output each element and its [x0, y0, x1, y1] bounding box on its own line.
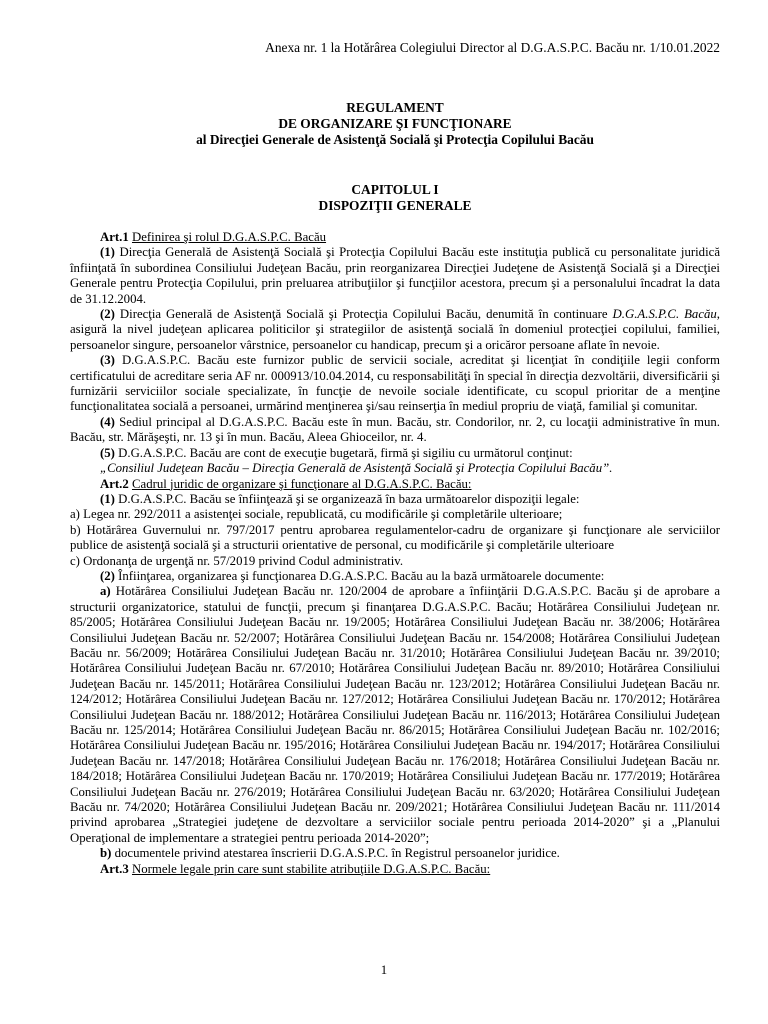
art2-heading — [70, 477, 720, 492]
art3-label: Art.3 — [100, 861, 129, 876]
art2-label: Art.2 — [100, 476, 129, 491]
document-list-b — [70, 846, 720, 861]
page-number: 1 — [380, 963, 388, 977]
paragraph-number: (4) — [100, 414, 115, 429]
legal-item-b: b) Hotărârea Guvernului nr. 797/2017 pentru aprobarea regulamentelor-cadru de organizare şi funcţionare ale serviciilor publice de asistenţă socială şi a structurii orientative de personal, cu modificările şi completările ulterioare — [70, 522, 720, 553]
chapter-heading — [70, 182, 720, 214]
list-text: Hotărârea Consiliului Judeţean Bacău nr. 120/2004 de aprobare a înfiinţării D.G.A.S.P.C. Bacău şi de aprobare a structurii organizatorice, statului de funcţii, precum şi finanţarea D.G.A.S.P.C. Bacău; Hotărârea Consiliului Judeţean nr. 85/2005; Hotărârea Consiliului Judeţean Bacău nr. 19/2005; Hotărârea Consiliului Judeţean Bacău nr. 38/2006; Hotărârea Consiliului Judeţean Bacău nr. 52/2007; Hotărârea Consiliului Judeţean Bacău nr. 154/2008; Hotărârea Consiliului Judeţean Bacău nr. 56/2009; Hotărârea Consiliului Judeţean Bacău nr. 31/2010; Hotărârea Consiliului Judeţean Bacău nr. 39/2010; Hotărârea Consiliului Judeţean Bacău nr. 67/2010; Hotărârea Consiliului Judeţean Bacău nr. 89/2010; Hotărârea Consiliului Judeţean Bacău nr. 145/2011; Hotărârea Consiliului Judeţean Bacău nr. 123/2012; Hotărârea Consiliului Judeţean Bacău nr. 124/2012; Hotărârea Consiliului Judeţean Bacău nr. 127/2012; Hotărârea Consiliului Judeţean Bacău nr. 170/2012; Hotărârea Consiliului Judeţean Bacău nr. 188/2012; Hotărârea Consiliului Judeţean Bacău nr. 116/2013; Hotărârea Consiliului Judeţean Bacău nr. 125/2014; Hotărârea Consiliului Judeţean Bacău nr. 86/2015; Hotărârea Consiliului Judeţean Bacău nr. 102/2016; Hotărârea Consiliului Judeţean Bacău nr. 195/2016; Hotărârea Consiliului Judeţean Bacău nr. 194/2017; Hotărârea Consiliului Judeţean Bacău nr. 147/2018; Hotărârea Consiliului Judeţean Bacău nr. 176/2018; Hotărârea Consiliului Judeţean Bacău nr. 184/2018; Hotărârea Consiliului Judeţean Bacău nr. 170/2019; Hotărârea Consiliului Judeţean Bacău nr. 177/2019; Hotărârea Consiliului Judeţean Bacău nr. 276/2019; Hotărârea Consiliului Judeţean Bacău nr. 63/2020; Hotărârea Consiliului Judeţean Bacău nr. 74/2020; Hotărârea Consiliului Judeţean Bacău nr. 209/2021; Hotărârea Consiliului Judeţean Bacău nr. 111/2014 privind aprobarea „Strategiei judeţene de dezvoltare a serviciilor sociale pentru perioada 2014-2020” şi a „Planului Operaţional de implementare a strategiei pentru perioada 2014-2020”; — [70, 584, 720, 845]
document-page — [70, 40, 720, 877]
document-list-a — [70, 584, 720, 846]
paragraph-text: D.G.A.S.P.C. Bacău are cont de execuţie bugetară, firmă şi sigiliu cu următorul conţinut: — [118, 445, 573, 460]
paragraph-number: (1) — [100, 491, 115, 506]
title-line-1: REGULAMENT — [346, 100, 444, 115]
paragraph-number: (1) — [100, 245, 115, 260]
paragraph-number: (2) — [100, 568, 115, 583]
legal-item-c: c) Ordonanţa de urgenţă nr. 57/2019 privind Codul administrativ. — [70, 553, 404, 568]
list-text: documentele privind atestarea înscrierii D.G.A.S.P.C. în Registrul persoanelor juridice. — [114, 846, 560, 861]
art2-paragraph-1 — [70, 492, 720, 507]
paragraph-text: Direcţia Generală de Asistenţă Socială şi Protecţia Copilului Bacău este instituţia publică cu personalitate juridică înfiinţată în subordinea Consiliului Judeţean Bacău, prin reorganizarea Direcţiei Judeţene de Asistenţă Socială şi a Direcţiei Generale pentru Protecţia Copilului, prin preluarea atribuţiilor şi funcţiilor acestora, precum şi a personalului încadrat la data de 31.12.2004. — [70, 245, 721, 306]
art3-title: Normele legale prin care sunt stabilite atribuţiile D.G.A.S.P.C. Bacău: — [131, 861, 491, 876]
paragraph-text: Direcţia Generală de Asistenţă Socială şi Protecţia Copilului Bacău, denumită în continuare — [119, 307, 608, 322]
paragraph-text: Înfiinţarea, organizarea şi funcţionarea D.G.A.S.P.C. Bacău au la bază următoarele documente: — [118, 568, 605, 583]
paragraph-number: (5) — [100, 445, 115, 460]
annex-reference: Anexa nr. 1 la Hotărârea Colegiului Director al D.G.A.S.P.C. Bacău nr. 1/10.01.2022 — [265, 40, 720, 55]
regulation-title — [70, 100, 720, 148]
paragraph-text: Sediul principal al D.G.A.S.P.C. Bacău este în mun. Bacău, str. Condorilor, nr. 2, cu locaţii administrative în mun. Bacău, str. Mărăşeşti, nr. 13 şi în mun. Bacău, Aleea Ghioceilor, nr. 4. — [70, 414, 720, 445]
legal-item-a: a) Legea nr. 292/2011 a asistenţei sociale, republicată, cu modificările şi completările ulterioare; — [70, 507, 563, 522]
paragraph-text: D.G.A.S.P.C. Bacău se înfiinţează şi se organizează în baza următoarelor dispoziţii legale: — [118, 491, 580, 506]
art1-paragraph-3 — [70, 353, 720, 415]
art1-paragraph-1 — [70, 245, 720, 307]
art1-paragraph-5 — [70, 446, 720, 461]
art1-paragraph-2 — [70, 307, 720, 353]
art2-paragraph-2 — [70, 569, 720, 584]
art3-heading — [70, 862, 720, 877]
chapter-name: DISPOZIŢII GENERALE — [318, 198, 472, 213]
list-label: b) — [100, 846, 112, 861]
title-line-2: DE ORGANIZARE ŞI FUNCŢIONARE — [278, 116, 512, 131]
art2-title: Cadrul juridic de organizare şi funcţionare al D.G.A.S.P.C. Bacău: — [131, 476, 472, 491]
paragraph-number: (3) — [100, 353, 115, 368]
art1-paragraph-4 — [70, 415, 720, 446]
art1-title: Definirea şi rolul D.G.A.S.P.C. Bacău — [131, 230, 327, 244]
paragraph-italic-name: D.G.A.S.P.C. Bacău — [612, 307, 717, 322]
seal-content-quote: „Consiliul Judeţean Bacău – Direcţia Generală de Asistenţă Socială şi Protecţia Copilului Bacău”. — [100, 461, 613, 476]
art1-label: Art.1 — [100, 230, 129, 244]
paragraph-number: (2) — [100, 307, 115, 322]
paragraph-text: D.G.A.S.P.C. Bacău este furnizor public de servicii sociale, acreditat şi licenţiat în condiţiile legii conform certificatului de acreditare seria AF nr. 000913/10.04.2014, cu responsabilităţi în special în direcţia dezvoltării, diversificării şi furnizării serviciilor sociale specializate, în funcţie de nevoile sociale identificate, cu scopul prioritar de a menţine funcţionalitatea socială a persoanei, urmărind menţinerea şi/sau reinserţia în mediul propriu de viaţă, familial şi comunitar. — [70, 353, 721, 414]
title-line-3: al Direcţiei Generale de Asistenţă Socială şi Protecţia Copilului Bacău — [196, 132, 594, 147]
art1-heading — [70, 230, 720, 245]
list-label: a) — [100, 584, 111, 599]
paragraph-text: , asigură la nivel judeţean aplicarea politicilor şi strategiilor de asistenţă socială în domeniul protecţiei copilului, familiei, persoanelor singure, persoanelor vârstnice, persoanelor cu handicap, precum şi a oricăror persoane aflate în nevoie. — [70, 307, 720, 352]
document-body — [70, 230, 720, 877]
chapter-number: CAPITOLUL I — [351, 182, 439, 197]
